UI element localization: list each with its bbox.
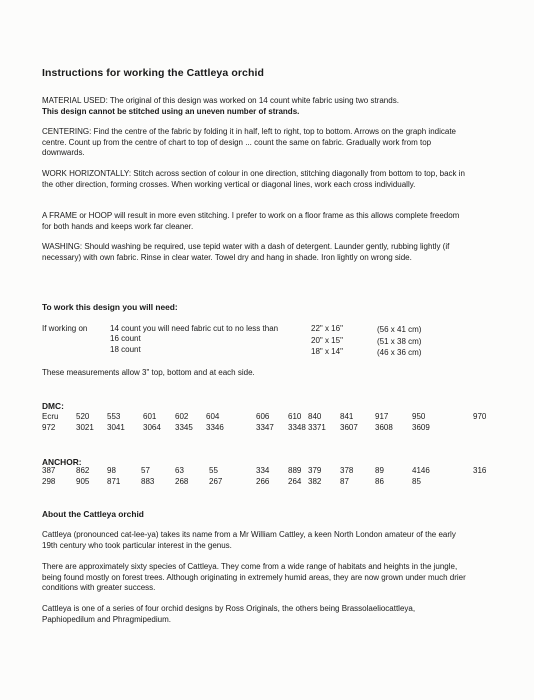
fabric-inches: 20" x 15": [311, 336, 343, 345]
need-heading: To work this design you will need:: [42, 302, 178, 312]
anchor-thread-number: 87: [340, 477, 349, 486]
material-used-paragraph: [42, 96, 467, 117]
anchor-thread-number: 267: [209, 477, 223, 486]
anchor-thread-number: 89: [375, 466, 384, 475]
dmc-thread-number: 610: [288, 412, 302, 421]
dmc-thread-number: 3041: [107, 423, 125, 432]
fabric-inches: 22" x 16": [311, 324, 343, 333]
dmc-thread-number: 970: [473, 412, 487, 421]
page-title: Instructions for working the Cattleya orchid: [42, 67, 265, 79]
fabric-cm: (51 x 38 cm): [377, 337, 422, 346]
frame-paragraph: A FRAME or HOOP will result in more even stitching. I prefer to work on a floor frame as this allows complete freedom for both hands and keeps work far cleaner.: [42, 211, 460, 231]
anchor-thread-number: 382: [308, 477, 322, 486]
dmc-thread-number: 553: [107, 412, 121, 421]
dmc-thread-number: 3064: [143, 423, 161, 432]
material-used-warning: This design cannot be stitched using an uneven number of strands.: [42, 106, 300, 116]
anchor-label: ANCHOR:: [42, 457, 82, 467]
about-paragraph-3: Cattleya is one of a series of four orchid designs by Ross Originals, the others being Brassolaeliocattleya, Paphiopedilum and Phragmipedium.: [42, 604, 416, 624]
dmc-thread-number: 3608: [375, 423, 393, 432]
anchor-thread-number: 871: [107, 477, 121, 486]
anchor-thread-number: 4146: [412, 466, 430, 475]
dmc-thread-number: 520: [76, 412, 90, 421]
dmc-thread-number: 3347: [256, 423, 274, 432]
fabric-count: 18 count: [110, 345, 141, 354]
anchor-thread-number: 86: [375, 477, 384, 486]
anchor-thread-number: 883: [141, 477, 155, 486]
anchor-thread-number: 57: [141, 466, 150, 475]
anchor-thread-number: 905: [76, 477, 90, 486]
fabric-count: 16 count: [110, 334, 141, 343]
dmc-thread-number: 841: [340, 412, 354, 421]
washing-paragraph: WASHING: Should washing be required, use tepid water with a dash of detergent. Launder gently, rubbing lightly (if necessary) with own fabric. Rinse in clear water. Towel dry and hang in shade. Iron lightly on wrong side.: [42, 242, 450, 262]
anchor-thread-number: 298: [42, 477, 56, 486]
dmc-thread-number: 3021: [76, 423, 94, 432]
centering-paragraph: CENTERING: Find the centre of the fabric by folding it in half, left to right, top to bottom. Arrows on the graph indicate centre. Count up from the centre of chart to top of design ... count the same on fabric. Gradually work from top downwards.: [42, 127, 456, 157]
anchor-thread-number: 63: [175, 466, 184, 475]
dmc-thread-number: 3348: [288, 423, 306, 432]
dmc-thread-number: 606: [256, 412, 270, 421]
anchor-thread-number: 55: [209, 466, 218, 475]
fabric-count: 14 count you will need fabric cut to no less than: [110, 324, 279, 333]
dmc-thread-number: Ecru: [42, 412, 59, 421]
dmc-thread-number: 3609: [412, 423, 430, 432]
fabric-inches: 18" x 14": [311, 347, 343, 356]
anchor-thread-number: 334: [256, 466, 270, 475]
dmc-label: DMC:: [42, 401, 64, 411]
material-used-text: MATERIAL USED: The original of this design was worked on 14 count white fabric using two strands.: [42, 96, 399, 105]
anchor-thread-number: 316: [473, 466, 487, 475]
if-working-on-label: If working on: [42, 324, 88, 333]
dmc-thread-number: 950: [412, 412, 426, 421]
anchor-thread-number: 98: [107, 466, 116, 475]
dmc-thread-number: 3346: [206, 423, 224, 432]
dmc-thread-number: 3371: [308, 423, 326, 432]
anchor-thread-number: 862: [76, 466, 90, 475]
anchor-thread-number: 268: [175, 477, 189, 486]
dmc-thread-number: 602: [175, 412, 189, 421]
anchor-thread-number: 387: [42, 466, 56, 475]
anchor-thread-number: 378: [340, 466, 354, 475]
dmc-thread-number: 604: [206, 412, 220, 421]
dmc-thread-number: 917: [375, 412, 389, 421]
fabric-cm: (56 x 41 cm): [377, 325, 422, 334]
anchor-thread-number: 379: [308, 466, 322, 475]
fabric-cm: (46 x 36 cm): [377, 348, 422, 357]
dmc-thread-number: 972: [42, 423, 56, 432]
about-paragraph-2: There are approximately sixty species of Cattleya. They come from a wide range of habitats and heights in the jungle, being found mostly on forest trees. Although originating in extremely humid areas, they are now grown under much drier conditions with greater success.: [42, 562, 466, 592]
anchor-thread-number: 889: [288, 466, 302, 475]
dmc-thread-number: 3607: [340, 423, 358, 432]
dmc-thread-number: 601: [143, 412, 157, 421]
about-paragraph-1: Cattleya (pronounced cat-lee-ya) takes its name from a Mr William Cattley, a keen North London amateur of the early 19th century who took particular interest in the genus.: [42, 530, 456, 550]
dmc-thread-number: 3345: [175, 423, 193, 432]
work-horizontally-paragraph: WORK HORIZONTALLY: Stitch across section of colour in one direction, stitching diagonally from bottom to top, back in the other direction, forming crosses. When working vertical or diagonal lines, work each cross individually.: [42, 169, 465, 189]
anchor-thread-number: 85: [412, 477, 421, 486]
anchor-thread-number: 264: [288, 477, 302, 486]
anchor-thread-number: 266: [256, 477, 270, 486]
about-heading: About the Cattleya orchid: [42, 509, 144, 519]
measurements-note: These measurements allow 3" top, bottom and at each side.: [42, 368, 255, 377]
dmc-thread-number: 840: [308, 412, 322, 421]
